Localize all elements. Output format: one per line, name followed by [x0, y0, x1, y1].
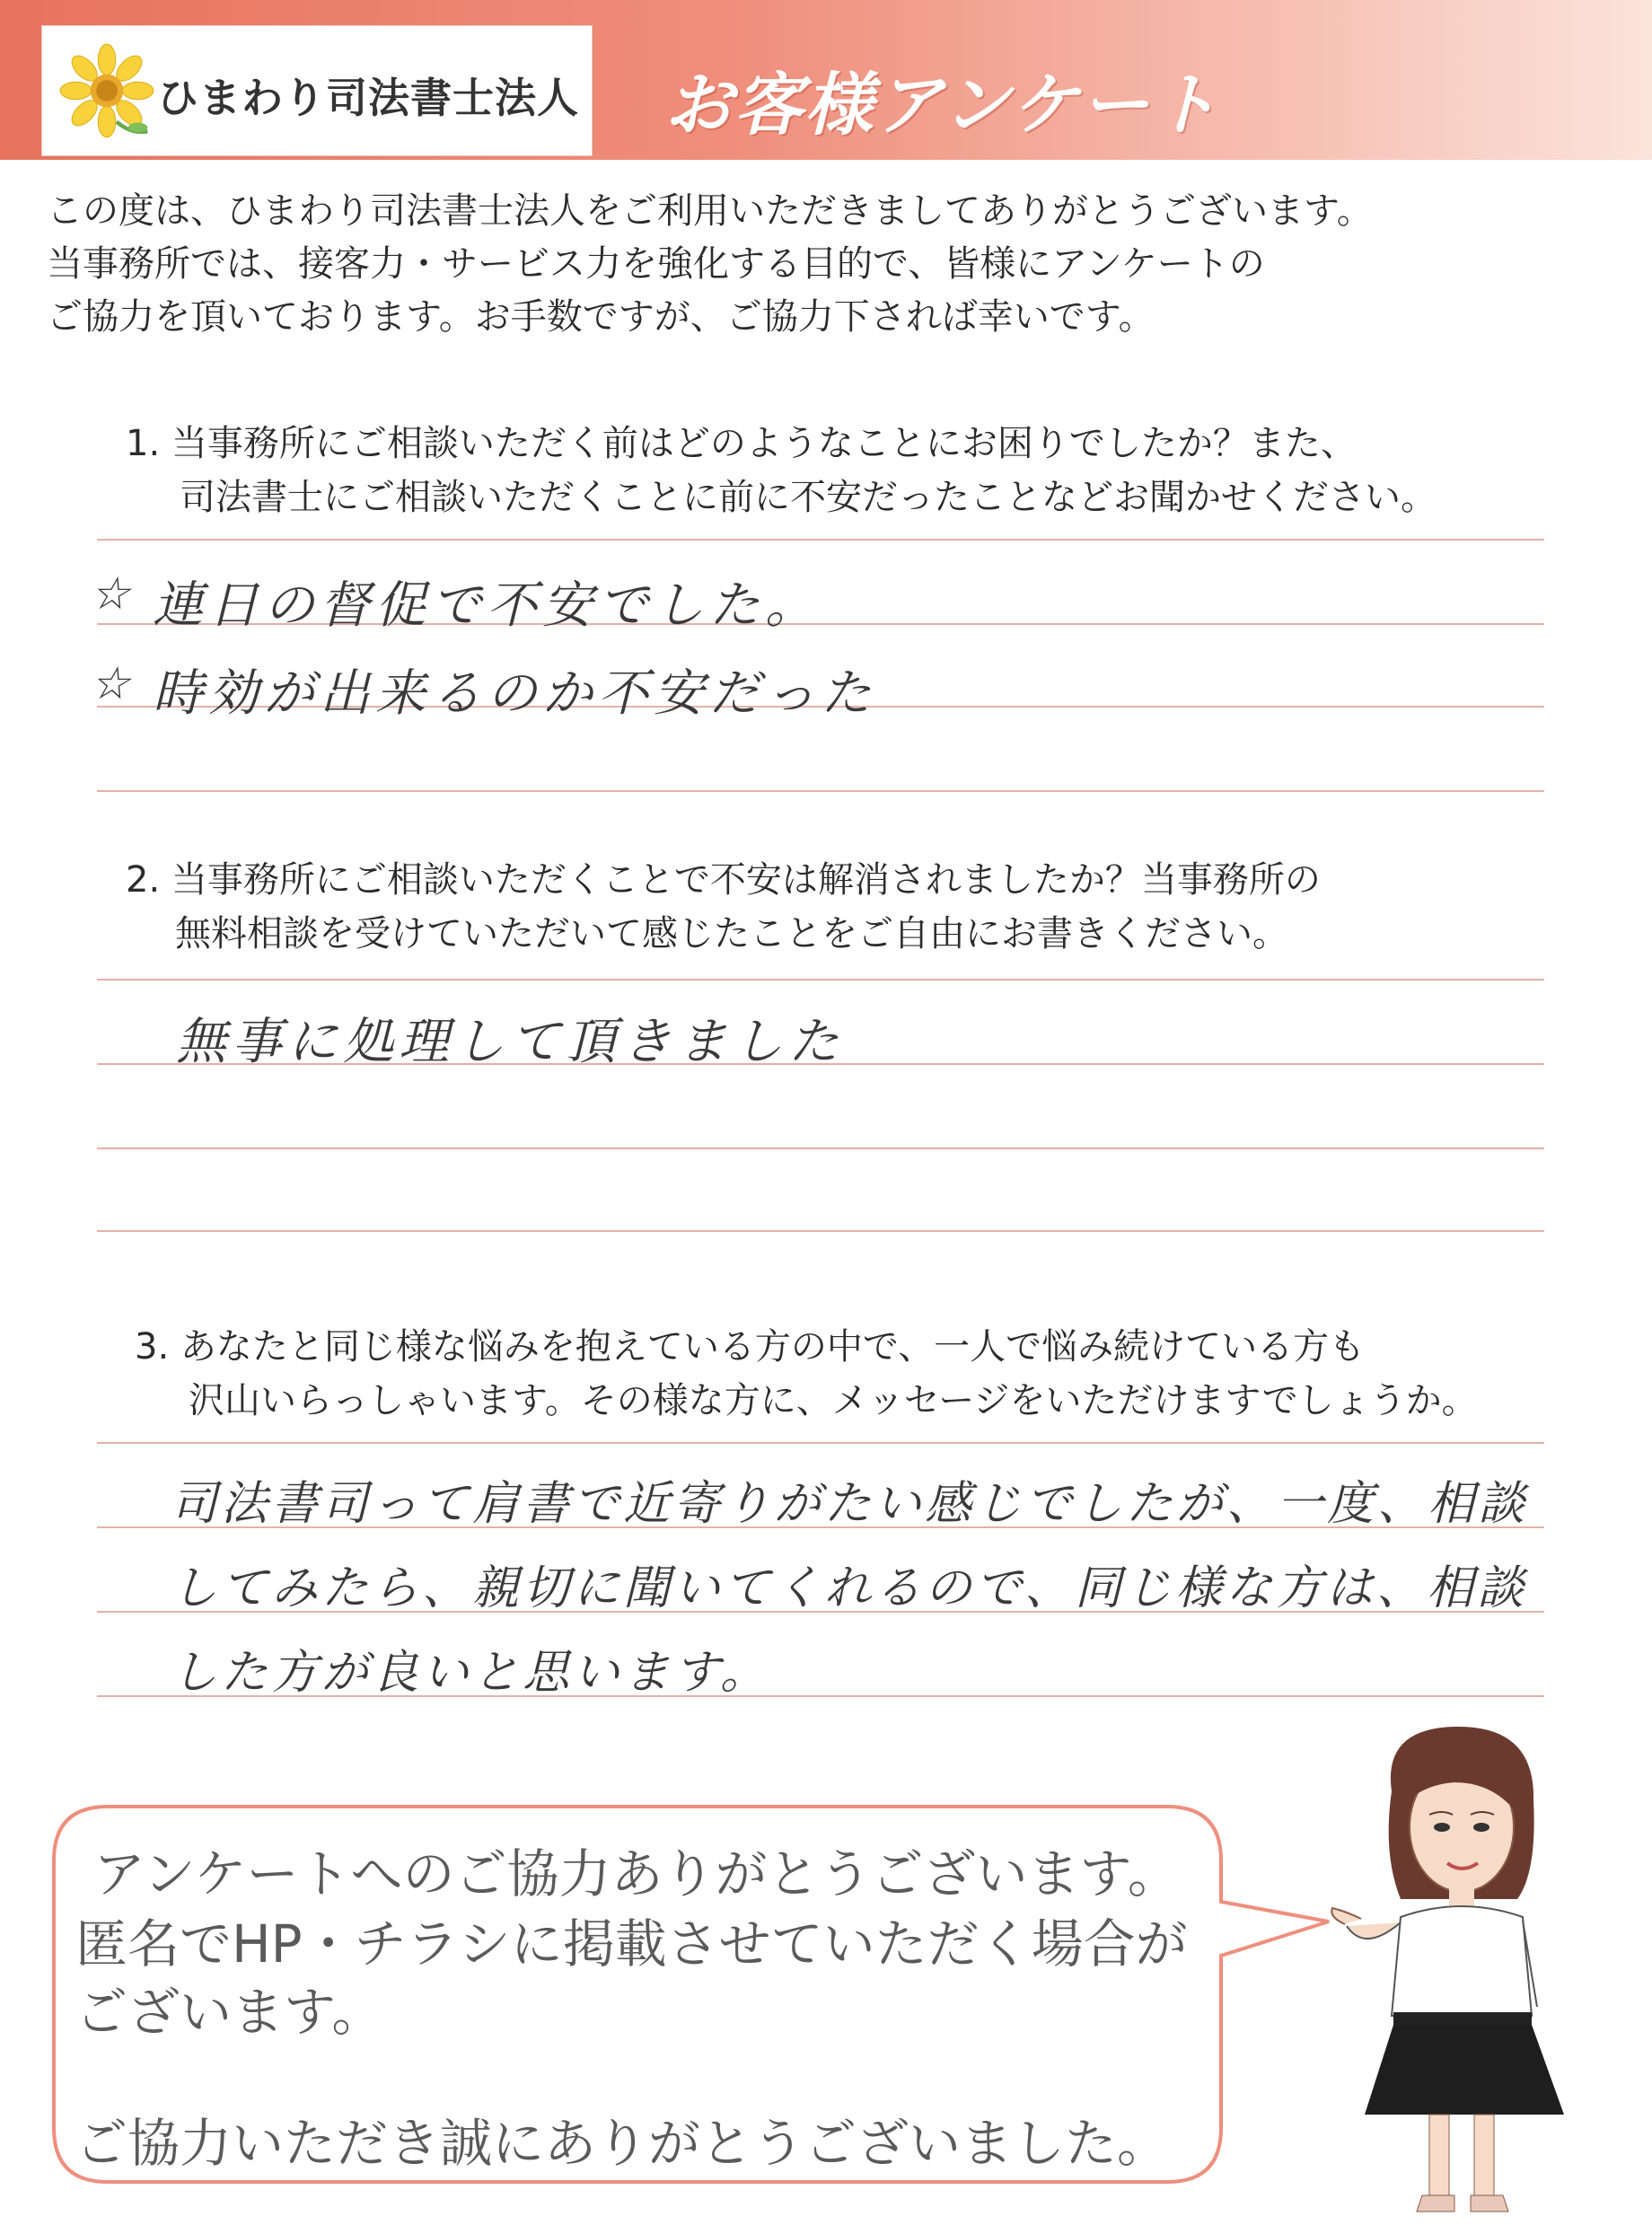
handwritten-answer: 無事に処理して頂きました: [176, 1013, 844, 1071]
intro-line: 当事務所では、接客力・サービス力を強化する目的で、皆様にアンケートの: [47, 243, 1265, 285]
handwritten-answer: 司法書司って肩書で近寄りがたい感じでしたが、一度、相談: [171, 1477, 1529, 1531]
office-name: ひまわり司法書士法人: [157, 74, 579, 122]
handwritten-answer: 連日の督促で不安でした。: [153, 576, 821, 635]
bubble-line: 匿名でHP・チラシに掲載させていただく場合が: [75, 1913, 1188, 1975]
bubble-line: ご協力いただき誠にありがとうございました。: [75, 2113, 1170, 2174]
question-line: 1. 当事務所にご相談いただく前はどのようなことにお困りでしたか？また、: [126, 423, 1357, 464]
office-logo-box: [41, 25, 593, 156]
handwritten-answer: した方が良いと思います。: [171, 1646, 770, 1700]
sunflower-icon: [58, 42, 155, 139]
star-mark-icon: ☆: [90, 567, 136, 620]
star-mark-icon: ☆: [90, 657, 136, 709]
intro-line: この度は、ひまわり司法書士法人をご利用いただきましてありがとうございます。: [47, 190, 1373, 232]
question-line: 沢山いらっしゃいます。その様な方に、メッセージをいただけますでしょうか。: [189, 1380, 1478, 1421]
question-line: 無料相談を受けていただいて感じたことをご自由にお書きください。: [175, 913, 1288, 954]
question-2: [126, 853, 1321, 961]
answer-rule: [97, 1442, 1544, 1444]
intro-text: [47, 185, 1609, 344]
answer-rule: [97, 979, 1544, 981]
answer-rule: [97, 1148, 1544, 1149]
answer-rule: [97, 1230, 1544, 1232]
survey-title: お客様アンケート: [664, 65, 1221, 145]
handwritten-answer: 時効が出来るのか不安だった: [153, 664, 876, 723]
question-3: [135, 1320, 1478, 1428]
staff-woman-illustration: [1329, 1719, 1598, 2222]
question-1: [126, 417, 1437, 524]
question-line: 司法書士にご相談いただくことに前に不安だったことなどお聞かせください。: [180, 477, 1437, 518]
question-line: 3. あなたと同じ様な悩みを抱えている方の中で、一人で悩み続けている方も: [135, 1326, 1366, 1368]
question-line: 2. 当事務所にご相談いただくことで不安は解消されましたか？当事務所の: [126, 859, 1321, 901]
answer-rule: [97, 790, 1544, 792]
answer-rule: [97, 539, 1544, 541]
intro-line: ご協力を頂いております。お手数ですが、ご協力下されば幸いです。: [47, 296, 1155, 338]
bubble-line: ございます。: [75, 1982, 384, 2043]
handwritten-answer: してみたら、親切に聞いてくれるので、同じ様な方は、相談: [171, 1561, 1527, 1615]
header-banner: [0, 0, 1652, 160]
bubble-line: アンケートへのご協力ありがとうございます。: [93, 1843, 1180, 1904]
